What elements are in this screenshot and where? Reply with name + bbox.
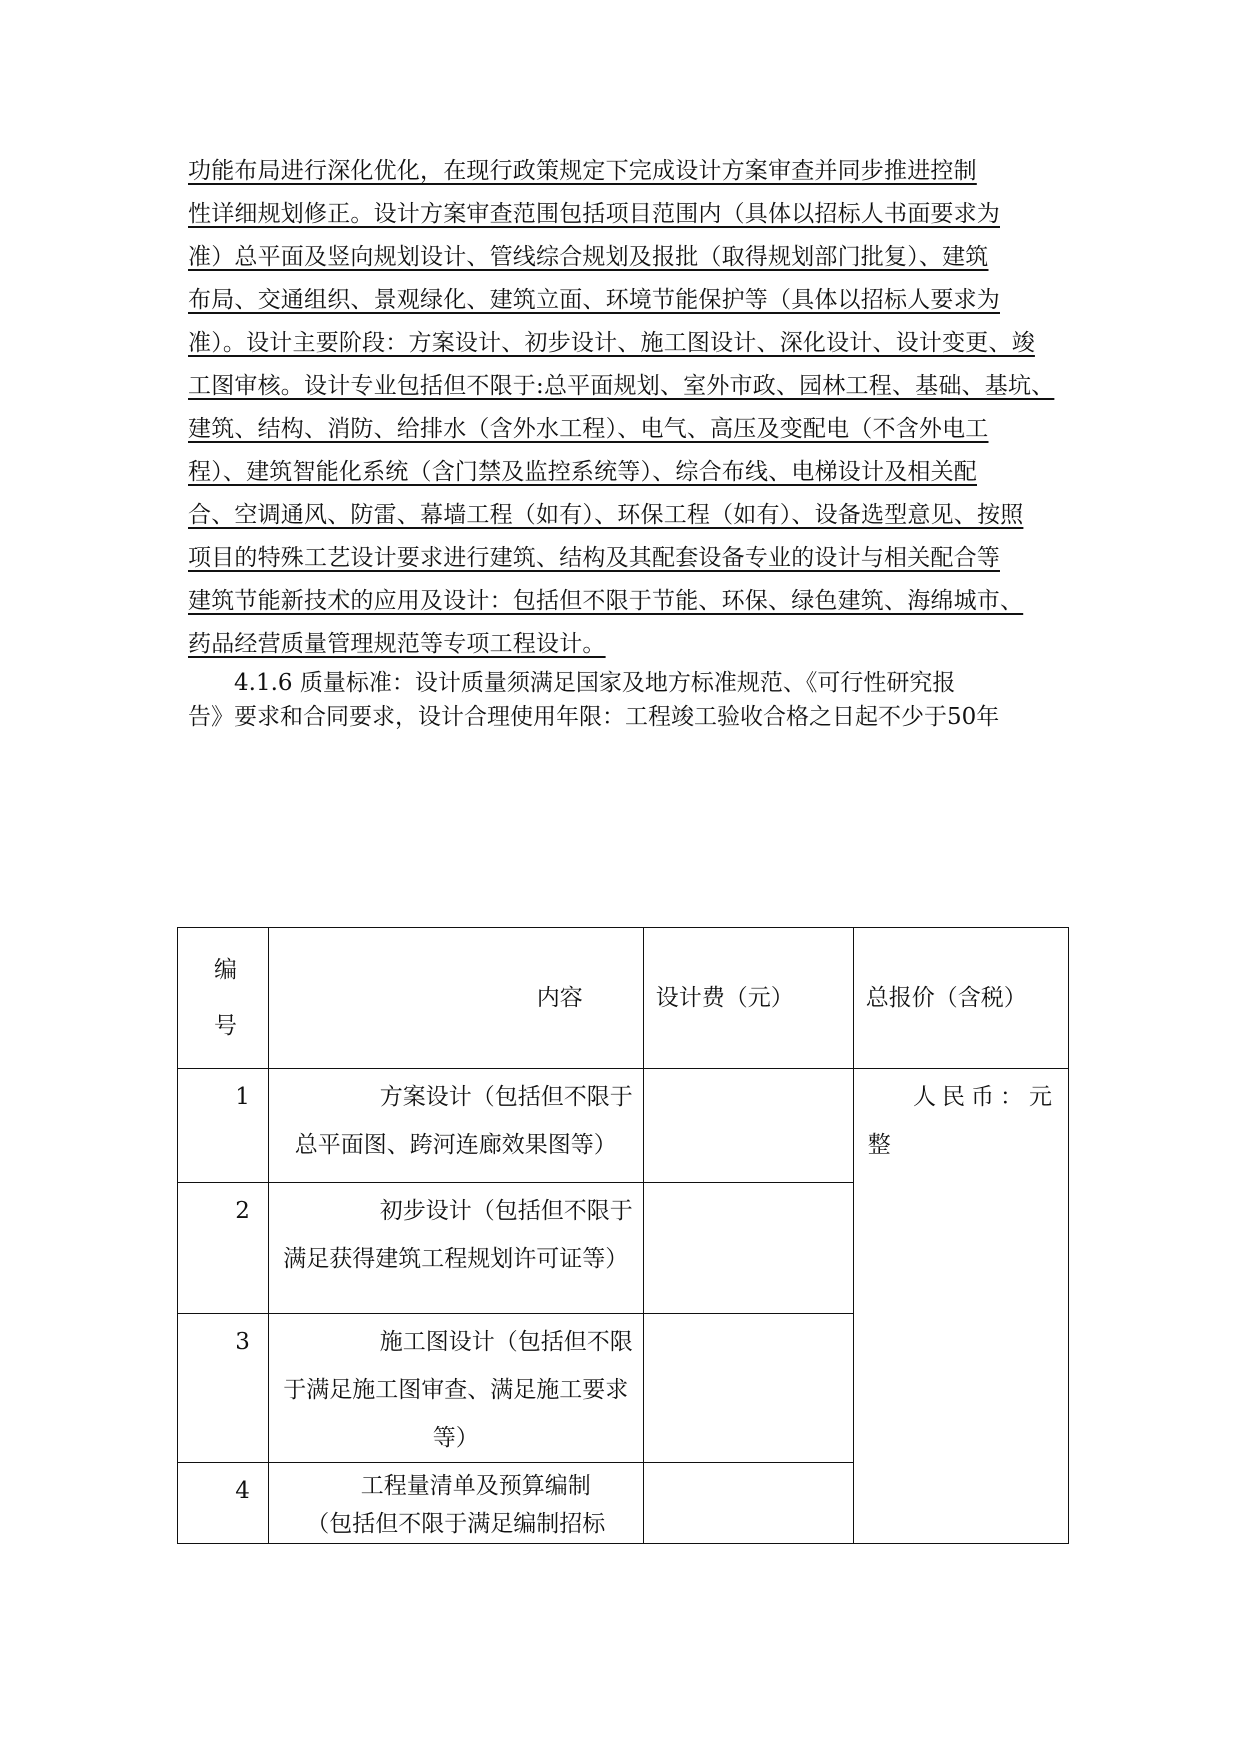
paragraph-line: 项目的特殊工艺设计要求进行建筑、结构及其配套设备专业的设计与相关配合等 (188, 545, 1000, 571)
table-header-row (178, 928, 1069, 1069)
paragraph-line: 准）总平面及竖向规划设计、管线综合规划及报批（取得规划部门批复）、建筑 (188, 244, 989, 270)
header-content: 内容 (268, 928, 643, 1069)
paragraph-line: 准）。设计主要阶段：方案设计、初步设计、施工图设计、深化设计、设计变更、竣 (188, 330, 1035, 356)
header-total-price: 总报价（含税） (853, 928, 1068, 1069)
paragraph-line: 性详细规划修正。设计方案审查范围包括项目范围内（具体以招标人书面要求为 (188, 201, 1000, 227)
header-design-fee: 设计费（元） (643, 928, 853, 1069)
row-number: 2 (178, 1183, 269, 1314)
paragraph-line: 药品经营质量管理规范等专项工程设计。 (188, 631, 606, 657)
paragraph-line: 程）、建筑智能化系统（含门禁及监控系统等）、综合布线、电梯设计及相关配 (188, 459, 977, 485)
paragraph-line: 功能布局进行深化优化，在现行政策规定下完成设计方案审查并同步推进控制 (188, 158, 977, 184)
row-content: 施工图设计（包括但不限 于满足施工图审查、满足施工要求等） (268, 1314, 643, 1463)
design-fee-cell[interactable] (643, 1314, 853, 1463)
paragraph-line: 工图审核。设计专业包括但不限于:总平面规划、室外市政、园林工程、基础、基坑、 (188, 373, 1055, 399)
paragraph-line: 布局、交通组织、景观绿化、建筑立面、环境节能保护等（具体以招标人要求为 (188, 287, 1000, 313)
design-fee-cell[interactable] (643, 1183, 853, 1314)
quality-clause-line: 4.1.6 质量标准：设计质量须满足国家及地方标准规范、《可行性研究报 (234, 670, 956, 696)
row-number: 1 (178, 1069, 269, 1183)
paragraph-line: 建筑节能新技术的应用及设计：包括但不限于节能、环保、绿色建筑、海绵城市、 (188, 588, 1024, 614)
row-content: 方案设计（包括但不限于 总平面图、跨河连廊效果图等） (268, 1069, 643, 1183)
design-fee-cell[interactable] (643, 1463, 853, 1544)
paragraph-line: 合、空调通风、防雷、幕墙工程（如有）、环保工程（如有）、设备选型意见、按照 (188, 502, 1024, 528)
scope-paragraph (188, 150, 1058, 734)
quote-table (177, 927, 1069, 1544)
row-content: 工程量清单及预算编制 （包括但不限于满足编制招标 (268, 1463, 643, 1544)
quality-clause-line: 告》要求和合同要求，设计合理使用年限：工程竣工验收合格之日起不少于50年 (188, 704, 1000, 730)
row-number: 3 (178, 1314, 269, 1463)
paragraph-line: 建筑、结构、消防、给排水（含外水工程）、电气、高压及变配电（不含外电工 (188, 416, 989, 442)
header-number: 编 号 (178, 928, 269, 1069)
row-content: 初步设计（包括但不限于 满足获得建筑工程规划许可证等） (268, 1183, 643, 1314)
design-fee-cell[interactable] (643, 1069, 853, 1183)
table-row (178, 1069, 1069, 1183)
row-number: 4 (178, 1463, 269, 1544)
total-price-cell[interactable]: 人民币：元 整 (853, 1069, 1068, 1544)
